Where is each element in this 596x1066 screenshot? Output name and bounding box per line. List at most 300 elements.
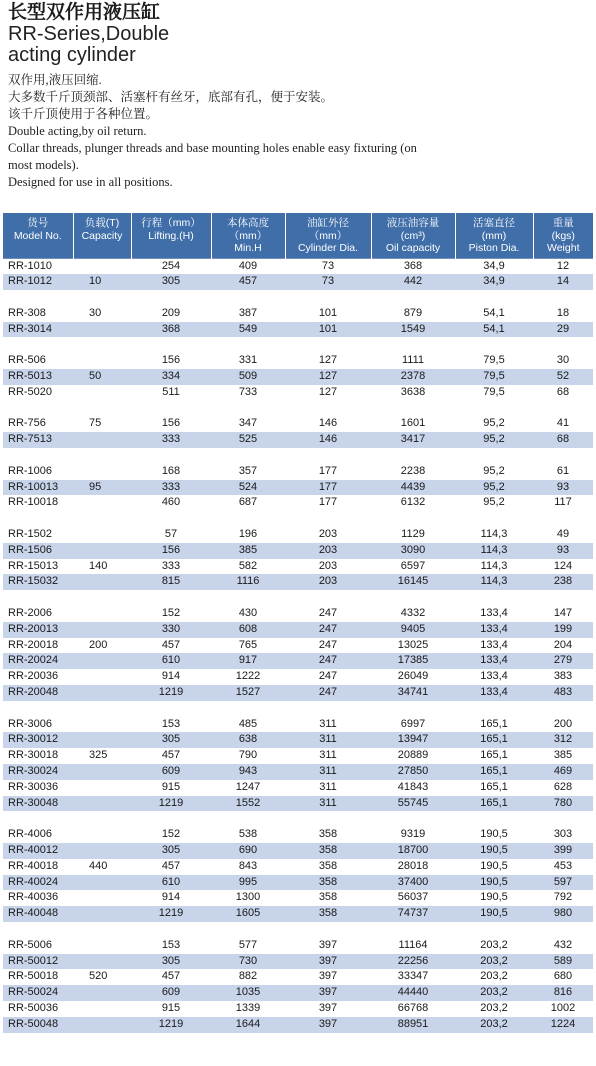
group-spacer — [3, 922, 593, 938]
min-height-cell: 1605 — [211, 906, 285, 922]
capacity-cell: 75 — [89, 417, 102, 430]
capacity-cell: 50 — [73, 369, 131, 385]
capacity-cell — [73, 875, 131, 891]
table-row — [3, 859, 593, 875]
model-cell: RR-1012 — [3, 274, 73, 290]
table-row — [3, 606, 593, 622]
table-row — [3, 717, 593, 733]
capacity-cell — [73, 985, 131, 1001]
model-cell: RR-20013 — [3, 622, 73, 638]
table-row — [3, 890, 593, 906]
model-cell: RR-20048 — [3, 685, 73, 701]
oil-capacity-cell: 1129 — [401, 528, 425, 541]
capacity-cell — [73, 322, 131, 338]
min-height-cell: 608 — [211, 622, 285, 638]
model-cell: RR-50048 — [3, 1017, 73, 1033]
cylinder-dia-cell: 397 — [318, 938, 338, 951]
min-height-cell: 1300 — [235, 891, 261, 904]
min-height-cell: 882 — [238, 970, 258, 983]
lifting-cell: 609 — [131, 764, 211, 780]
lifting-cell: 511 — [162, 385, 180, 398]
group-spacer — [3, 590, 593, 606]
lifting-cell: 457 — [161, 638, 181, 651]
oil-capacity-cell: 3417 — [371, 432, 455, 448]
piston-dia-cell: 34,9 — [455, 274, 533, 290]
oil-capacity-cell: 56037 — [397, 891, 429, 904]
lifting-cell: 915 — [161, 1001, 181, 1014]
lifting-cell: 209 — [161, 306, 181, 319]
oil-capacity-cell: 27850 — [371, 764, 455, 780]
table-row — [3, 796, 593, 812]
description-line: Designed for use in all positions. — [8, 175, 173, 189]
capacity-cell — [73, 258, 131, 274]
description — [8, 72, 588, 191]
piston-dia-cell: 95,2 — [483, 417, 505, 430]
min-height-cell: 638 — [211, 732, 285, 748]
min-height-cell: 357 — [238, 464, 258, 477]
table-row — [3, 274, 593, 290]
min-height-cell: 917 — [211, 653, 285, 669]
weight-cell: 204 — [553, 638, 573, 651]
model-cell: RR-50036 — [8, 1001, 59, 1014]
cylinder-dia-cell: 73 — [285, 258, 371, 274]
description-line: 该千斤顶使用于各种位置。 — [8, 107, 159, 121]
oil-capacity-cell: 16145 — [371, 574, 455, 590]
cylinder-dia-cell: 146 — [285, 432, 371, 448]
capacity-cell: 325 — [89, 749, 108, 762]
min-height-cell: 1222 — [235, 670, 261, 683]
group-spacer — [3, 290, 593, 306]
cylinder-dia-cell: 397 — [318, 970, 338, 983]
piston-dia-cell: 95,2 — [483, 464, 505, 477]
table-row — [3, 432, 593, 448]
capacity-cell: 520 — [89, 970, 108, 983]
table-header-row — [3, 213, 593, 258]
cylinder-dia-cell: 247 — [318, 670, 338, 683]
model-cell: RR-10018 — [8, 496, 59, 509]
page-header — [8, 0, 588, 191]
oil-capacity-cell: 17385 — [371, 653, 455, 669]
cylinder-dia-cell: 101 — [285, 322, 371, 338]
weight-cell: 453 — [553, 859, 573, 872]
piston-dia-cell: 190,5 — [480, 828, 508, 841]
cylinder-dia-cell: 177 — [285, 480, 371, 496]
capacity-cell — [73, 717, 131, 733]
min-height-cell: 582 — [238, 559, 258, 572]
capacity-cell: 95 — [73, 480, 131, 496]
model-cell: RR-50012 — [3, 954, 73, 970]
cylinder-dia-cell: 358 — [318, 891, 338, 904]
cylinder-dia-cell: 73 — [285, 274, 371, 290]
table-row — [3, 322, 593, 338]
group-spacer — [3, 511, 593, 527]
piston-dia-cell: 114,3 — [480, 559, 508, 572]
title-chinese: 长型双作用液压缸 — [8, 2, 161, 23]
title-english-line2: acting cylinder — [8, 44, 136, 66]
lifting-cell: 368 — [131, 322, 211, 338]
weight-cell: 200 — [553, 717, 573, 730]
model-cell: RR-5006 — [8, 938, 53, 951]
weight-cell: 1002 — [550, 1001, 576, 1014]
model-cell: RR-20024 — [3, 653, 73, 669]
oil-capacity-cell: 74737 — [371, 906, 455, 922]
weight-cell: 117 — [554, 496, 572, 509]
weight-cell: 279 — [533, 653, 593, 669]
weight-cell: 1224 — [533, 1017, 593, 1033]
weight-cell: 816 — [533, 985, 593, 1001]
model-cell: RR-50024 — [3, 985, 73, 1001]
min-height-cell: 733 — [238, 385, 258, 398]
cylinder-dia-cell: 397 — [285, 985, 371, 1001]
min-height-cell: 387 — [238, 306, 258, 319]
lifting-cell: 1219 — [131, 685, 211, 701]
cylinder-dia-cell: 358 — [285, 843, 371, 859]
oil-capacity-cell: 2238 — [400, 464, 426, 477]
lifting-cell: 334 — [131, 369, 211, 385]
min-height-cell: 409 — [211, 258, 285, 274]
weight-cell: 93 — [533, 480, 593, 496]
oil-capacity-cell: 44440 — [371, 985, 455, 1001]
model-cell: RR-5013 — [3, 369, 73, 385]
piston-dia-cell: 165,1 — [480, 717, 508, 730]
table-row — [3, 1001, 593, 1017]
min-height-cell: 524 — [211, 480, 285, 496]
lifting-cell: 609 — [131, 985, 211, 1001]
piston-dia-cell: 79,5 — [483, 354, 505, 367]
cylinder-dia-cell: 127 — [318, 385, 338, 398]
weight-cell: 399 — [533, 843, 593, 859]
model-cell: RR-4006 — [8, 828, 53, 841]
lifting-cell: 152 — [161, 828, 181, 841]
weight-cell: 980 — [533, 906, 593, 922]
col-lifting-header: 行程（mm） Lifting.(H) — [131, 213, 211, 258]
piston-dia-cell: 34,9 — [455, 258, 533, 274]
capacity-cell — [73, 1001, 131, 1017]
oil-capacity-cell: 9405 — [371, 622, 455, 638]
capacity-cell — [73, 385, 131, 401]
model-cell: RR-1006 — [8, 464, 53, 477]
piston-dia-cell: 190,5 — [455, 843, 533, 859]
table-row — [3, 495, 593, 511]
capacity-cell: 140 — [89, 559, 108, 572]
min-height-cell: 385 — [211, 543, 285, 559]
piston-dia-cell: 203,2 — [480, 1001, 508, 1014]
weight-cell: 49 — [556, 528, 570, 541]
lifting-cell: 152 — [161, 607, 181, 620]
min-height-cell: 1247 — [235, 780, 261, 793]
weight-cell: 41 — [556, 417, 570, 430]
lifting-cell: 305 — [131, 274, 211, 290]
lifting-cell: 168 — [161, 464, 181, 477]
lifting-cell: 254 — [131, 258, 211, 274]
weight-cell: 147 — [553, 607, 573, 620]
model-cell: RR-3014 — [3, 322, 73, 338]
piston-dia-cell: 190,5 — [480, 891, 508, 904]
col-minh-header: 本体高度 （mm） Min.H — [211, 213, 285, 258]
oil-capacity-cell: 55745 — [371, 796, 455, 812]
min-height-cell: 1339 — [235, 1001, 261, 1014]
lifting-cell: 305 — [131, 843, 211, 859]
cylinder-dia-cell: 311 — [285, 732, 371, 748]
lifting-cell: 156 — [161, 417, 181, 430]
piston-dia-cell: 133,4 — [455, 653, 533, 669]
piston-dia-cell: 165,1 — [455, 732, 533, 748]
oil-capacity-cell: 1601 — [400, 417, 426, 430]
model-cell: RR-30018 — [8, 749, 59, 762]
oil-capacity-cell: 3638 — [400, 385, 426, 398]
group-spacer — [3, 811, 593, 827]
capacity-cell: 10 — [73, 274, 131, 290]
model-cell: RR-20018 — [8, 638, 59, 651]
piston-dia-cell: 114,3 — [455, 574, 533, 590]
model-cell: RR-15032 — [3, 574, 73, 590]
table-row — [3, 843, 593, 859]
cylinder-dia-cell: 358 — [285, 906, 371, 922]
min-height-cell: 347 — [238, 417, 258, 430]
min-height-cell: 1035 — [211, 985, 285, 1001]
lifting-cell: 156 — [161, 354, 181, 367]
oil-capacity-cell: 13947 — [371, 732, 455, 748]
table-row — [3, 622, 593, 638]
weight-cell: 469 — [533, 764, 593, 780]
description-line: 双作用,液压回缩. — [8, 73, 102, 87]
oil-capacity-cell: 1549 — [371, 322, 455, 338]
table-row — [3, 954, 593, 970]
lifting-cell: 330 — [131, 622, 211, 638]
weight-cell: 383 — [553, 670, 573, 683]
cylinder-dia-cell: 203 — [318, 528, 338, 541]
cylinder-dia-cell: 146 — [318, 417, 338, 430]
cylinder-dia-cell: 247 — [285, 685, 371, 701]
lifting-cell: 156 — [131, 543, 211, 559]
weight-cell: 68 — [556, 385, 570, 398]
oil-capacity-cell: 37400 — [371, 875, 455, 891]
weight-cell: 68 — [533, 432, 593, 448]
spec-table — [3, 213, 593, 1033]
piston-dia-cell: 133,4 — [480, 638, 508, 651]
capacity-cell — [73, 890, 131, 906]
lifting-cell: 305 — [131, 732, 211, 748]
table-row — [3, 669, 593, 685]
min-height-cell: 690 — [211, 843, 285, 859]
weight-cell: 52 — [533, 369, 593, 385]
weight-cell: 14 — [533, 274, 593, 290]
weight-cell: 18 — [556, 306, 570, 319]
cylinder-dia-cell: 203 — [285, 574, 371, 590]
weight-cell: 792 — [553, 891, 573, 904]
cylinder-dia-cell: 397 — [318, 1001, 338, 1014]
model-cell: RR-40012 — [3, 843, 73, 859]
lifting-cell: 457 — [161, 859, 181, 872]
cylinder-dia-cell: 247 — [318, 638, 338, 651]
oil-capacity-cell: 20889 — [397, 749, 429, 762]
min-height-cell: 331 — [238, 354, 258, 367]
capacity-cell — [73, 906, 131, 922]
min-height-cell: 1644 — [211, 1017, 285, 1033]
weight-cell: 93 — [533, 543, 593, 559]
lifting-cell: 1219 — [131, 796, 211, 812]
piston-dia-cell: 203,2 — [455, 954, 533, 970]
min-height-cell: 730 — [211, 954, 285, 970]
model-cell: RR-1010 — [3, 258, 73, 274]
model-cell: RR-30048 — [3, 796, 73, 812]
piston-dia-cell: 190,5 — [455, 875, 533, 891]
weight-cell: 432 — [553, 938, 573, 951]
min-height-cell: 485 — [238, 717, 258, 730]
table-row — [3, 938, 593, 954]
oil-capacity-cell: 879 — [403, 306, 423, 319]
capacity-cell: 440 — [89, 859, 108, 872]
capacity-cell — [73, 764, 131, 780]
piston-dia-cell: 165,1 — [455, 764, 533, 780]
table-row — [3, 527, 593, 543]
table-row — [3, 385, 593, 401]
capacity-cell — [73, 780, 131, 796]
oil-capacity-cell: 18700 — [371, 843, 455, 859]
model-cell: RR-40018 — [8, 859, 59, 872]
piston-dia-cell: 95,2 — [455, 432, 533, 448]
cylinder-dia-cell: 177 — [318, 496, 338, 509]
capacity-cell — [73, 574, 131, 590]
col-capacity-header: 负载(T) Capacity — [73, 213, 131, 258]
weight-cell: 29 — [533, 322, 593, 338]
table-row — [3, 732, 593, 748]
lifting-cell: 57 — [164, 528, 178, 541]
lifting-cell: 1219 — [131, 906, 211, 922]
piston-dia-cell: 114,3 — [480, 528, 508, 541]
capacity-cell — [73, 669, 131, 685]
oil-capacity-cell: 442 — [371, 274, 455, 290]
oil-capacity-cell: 6997 — [400, 717, 426, 730]
oil-capacity-cell: 368 — [371, 258, 455, 274]
weight-cell: 61 — [556, 464, 570, 477]
model-cell: RR-5020 — [8, 385, 53, 398]
oil-capacity-cell: 2378 — [371, 369, 455, 385]
table-row — [3, 464, 593, 480]
oil-capacity-cell: 4332 — [400, 607, 426, 620]
piston-dia-cell: 203,2 — [480, 970, 508, 983]
min-height-cell: 457 — [211, 274, 285, 290]
piston-dia-cell: 190,5 — [480, 859, 508, 872]
weight-cell: 312 — [533, 732, 593, 748]
oil-capacity-cell: 28018 — [397, 859, 429, 872]
cylinder-dia-cell: 311 — [319, 749, 337, 762]
table-row — [3, 258, 593, 274]
model-cell: RR-40036 — [8, 891, 59, 904]
cylinder-dia-cell: 203 — [318, 559, 338, 572]
cylinder-dia-cell: 311 — [319, 717, 337, 730]
cylinder-dia-cell: 127 — [318, 354, 338, 367]
table-row — [3, 306, 593, 322]
cylinder-dia-cell: 397 — [285, 954, 371, 970]
oil-capacity-cell: 6132 — [400, 496, 426, 509]
cylinder-dia-cell: 311 — [285, 796, 371, 812]
cylinder-dia-cell: 311 — [285, 764, 371, 780]
table-row — [3, 543, 593, 559]
model-cell: RR-506 — [8, 354, 46, 367]
model-cell: RR-1502 — [8, 528, 53, 541]
oil-capacity-cell: 41843 — [397, 780, 429, 793]
piston-dia-cell: 190,5 — [455, 906, 533, 922]
title-english-line1: RR-Series,Double — [8, 23, 170, 45]
model-cell: RR-50018 — [8, 970, 59, 983]
table-row — [3, 685, 593, 701]
table-row — [3, 416, 593, 432]
lifting-cell: 460 — [161, 496, 181, 509]
capacity-cell — [73, 1017, 131, 1033]
model-cell: RR-10013 — [3, 480, 73, 496]
weight-cell: 199 — [533, 622, 593, 638]
lifting-cell: 914 — [161, 891, 181, 904]
cylinder-dia-cell: 358 — [318, 859, 338, 872]
table-body — [3, 258, 593, 1033]
piston-dia-cell: 79,5 — [455, 369, 533, 385]
cylinder-dia-cell: 127 — [285, 369, 371, 385]
table-row — [3, 1017, 593, 1033]
min-height-cell: 843 — [238, 859, 258, 872]
model-cell: RR-756 — [8, 417, 46, 430]
weight-cell: 680 — [553, 970, 573, 983]
model-cell: RR-40024 — [3, 875, 73, 891]
model-cell: RR-308 — [8, 306, 46, 319]
lifting-cell: 153 — [161, 717, 181, 730]
model-cell: RR-3006 — [8, 717, 53, 730]
piston-dia-cell: 54,1 — [483, 306, 505, 319]
lifting-cell: 457 — [161, 749, 181, 762]
min-height-cell: 430 — [238, 607, 258, 620]
model-cell: RR-1506 — [3, 543, 73, 559]
cylinder-dia-cell: 247 — [285, 653, 371, 669]
cylinder-dia-cell: 247 — [318, 607, 338, 620]
piston-dia-cell: 203,2 — [480, 938, 508, 951]
lifting-cell: 333 — [131, 480, 211, 496]
table-row — [3, 653, 593, 669]
cylinder-dia-cell: 177 — [318, 464, 338, 477]
table-row — [3, 906, 593, 922]
model-cell: RR-20036 — [8, 670, 59, 683]
min-height-cell: 765 — [238, 638, 258, 651]
oil-capacity-cell: 11164 — [398, 938, 428, 951]
piston-dia-cell: 54,1 — [455, 322, 533, 338]
model-cell: RR-30036 — [8, 780, 59, 793]
capacity-cell — [73, 685, 131, 701]
capacity-cell — [73, 954, 131, 970]
piston-dia-cell: 165,1 — [480, 749, 508, 762]
oil-capacity-cell: 88951 — [371, 1017, 455, 1033]
lifting-cell: 815 — [131, 574, 211, 590]
table-row — [3, 985, 593, 1001]
oil-capacity-cell: 66768 — [397, 1001, 429, 1014]
cylinder-dia-cell: 358 — [318, 828, 338, 841]
min-height-cell: 1552 — [211, 796, 285, 812]
piston-dia-cell: 95,2 — [455, 480, 533, 496]
oil-capacity-cell: 22256 — [371, 954, 455, 970]
table-row — [3, 480, 593, 496]
lifting-cell: 915 — [161, 780, 181, 793]
col-weight-header: 重量 (kgs) Weight — [533, 213, 593, 258]
min-height-cell: 549 — [211, 322, 285, 338]
weight-cell: 780 — [533, 796, 593, 812]
table-row — [3, 969, 593, 985]
lifting-cell: 305 — [131, 954, 211, 970]
cylinder-dia-cell: 203 — [285, 543, 371, 559]
min-height-cell: 1527 — [211, 685, 285, 701]
capacity-cell — [73, 827, 131, 843]
description-line: 大多数千斤顶颈部、活塞杆有丝牙，底部有孔，便于安装。 — [8, 90, 334, 104]
piston-dia-cell: 133,4 — [455, 685, 533, 701]
cylinder-dia-cell: 101 — [318, 306, 338, 319]
weight-cell: 483 — [533, 685, 593, 701]
